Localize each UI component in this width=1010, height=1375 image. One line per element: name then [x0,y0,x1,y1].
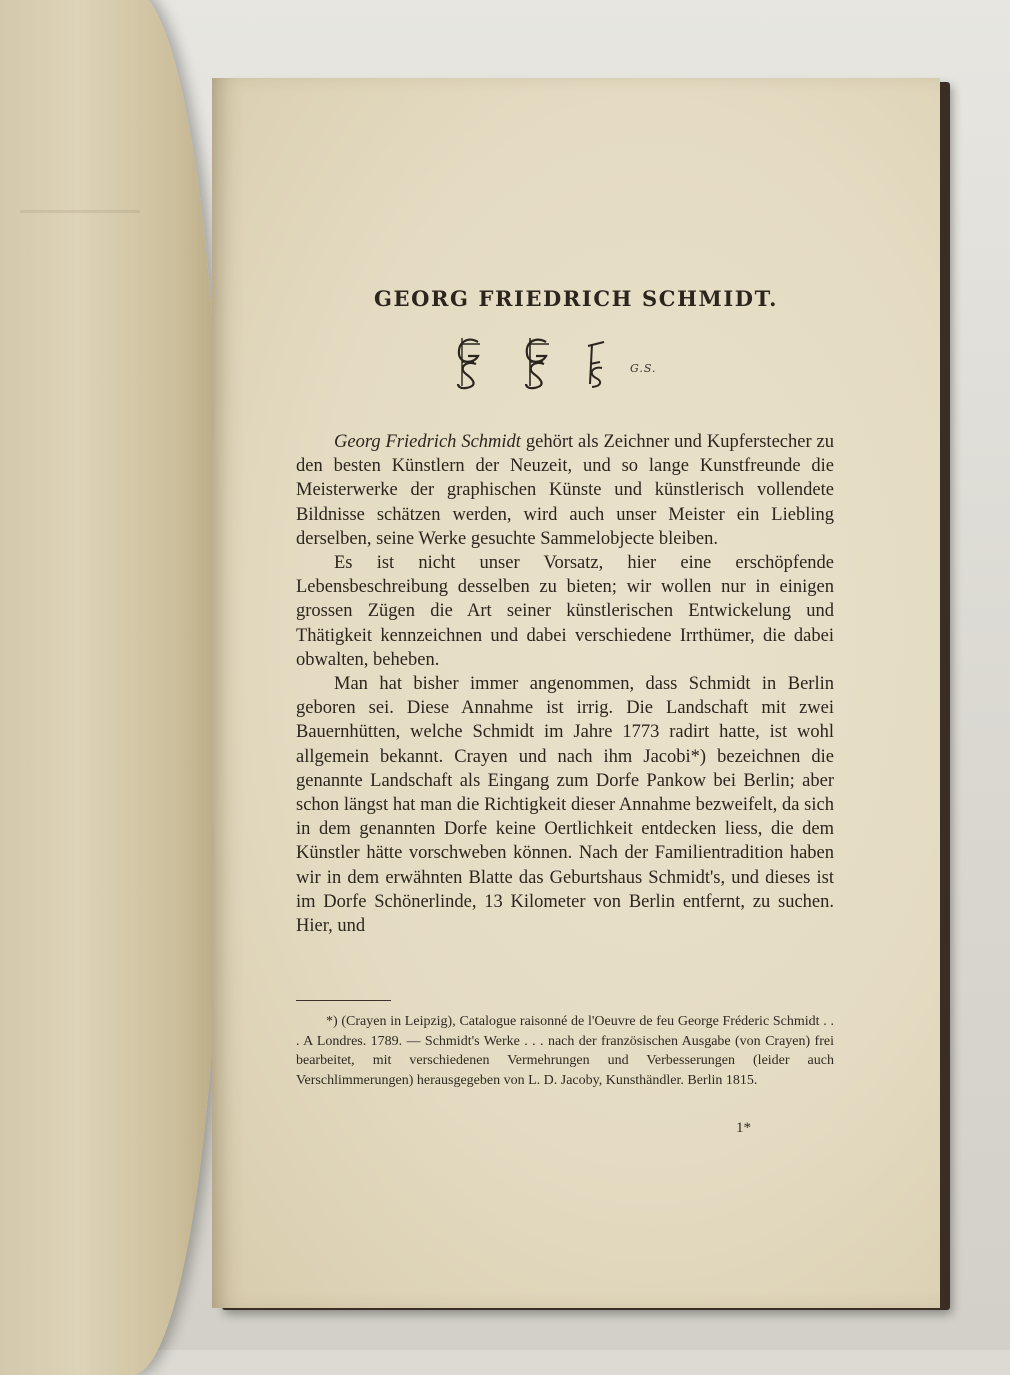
author-name: Georg Friedrich Schmidt [334,432,521,452]
monogram-3 [580,334,610,390]
right-page [212,78,940,1308]
bleed-through-text [20,170,140,213]
footnote-divider [296,1000,391,1001]
monogram-2 [519,334,553,390]
paragraph-text: Es ist nicht unser Vorsatz, hier eine erschöpfende Lebensbeschreibung desselben zu bieten; wir wollen nur in einigen grossen Zügen die Art seiner künstlerischen Entwickelung und Thätigkeit kennzeichnen und dabei verschiedene Irrthümer, die dabei obwalten, beheben. [296,553,834,670]
paragraph-text: Man hat bisher immer angenommen, dass Schmidt in Berlin geboren sei. Diese Annahme ist irrig. Die Landschaft mit zwei Bauernhütten, welche Schmidt im Jahre 1773 radirt hatte, ist wohl allgemein bekannt. Crayen und nach ihm Jacobi*) bezeichnen die genannte Landschaft als Eingang zum Dorfe Pankow bei Berlin; aber schon längst hat man die Richtigkeit dieser Annahme bezweifelt, da sich in dem genannten Dorfe keine Oertlichkeit entdecken liess, die dem Künstler hätte vorschweben können. Nach der Familientradition haben wir in dem erwähnten Blatte das Geburtshaus Schmidt's, und dieses ist im Dorfe Schönerlinde, 13 Kilometer von Berlin entfernt, zu suchen. Hier, und [296,674,834,937]
page-title: GEORG FRIEDRICH SCHMIDT. [373,286,779,311]
monogram-1 [452,334,486,390]
monogram-row [212,334,940,394]
left-page [0,0,222,1375]
body-text [296,430,834,938]
paragraph-text: gehört als Zeichner und Kupferstecher zu den besten Künstlern der Neuzeit, und so lange Kunstfreunde die Meisterwerke der graphischen Künste und künstlerisch vollendete Bildnisse schätzen werden, wird auch unser Meister ein Liebling derselben, seine Werke gesuchte Sammelobjecte bleiben. [296,432,834,549]
monogram-small: G.S. [630,362,657,375]
paragraph-1 [296,430,834,551]
footnote: *) (Crayen in Leipzig), Catalogue raisonné de l'Oeuvre de feu George Fréderic Schmidt . . . A Londres. 1789. — Schmidt's Werke . . . nach der französischen Ausgabe (von Crayen) frei bearbeitet, mit verschiedenen Vermehrungen und Verbesserungen (leider auch Verschlimmerungen) herausgegeben von L. D. Jacoby, Kunsthändler. Berlin 1815. [296,1014,834,1088]
paragraph-3 [296,672,834,938]
signature-mark: 1* [736,1120,751,1136]
paragraph-2 [296,551,834,672]
